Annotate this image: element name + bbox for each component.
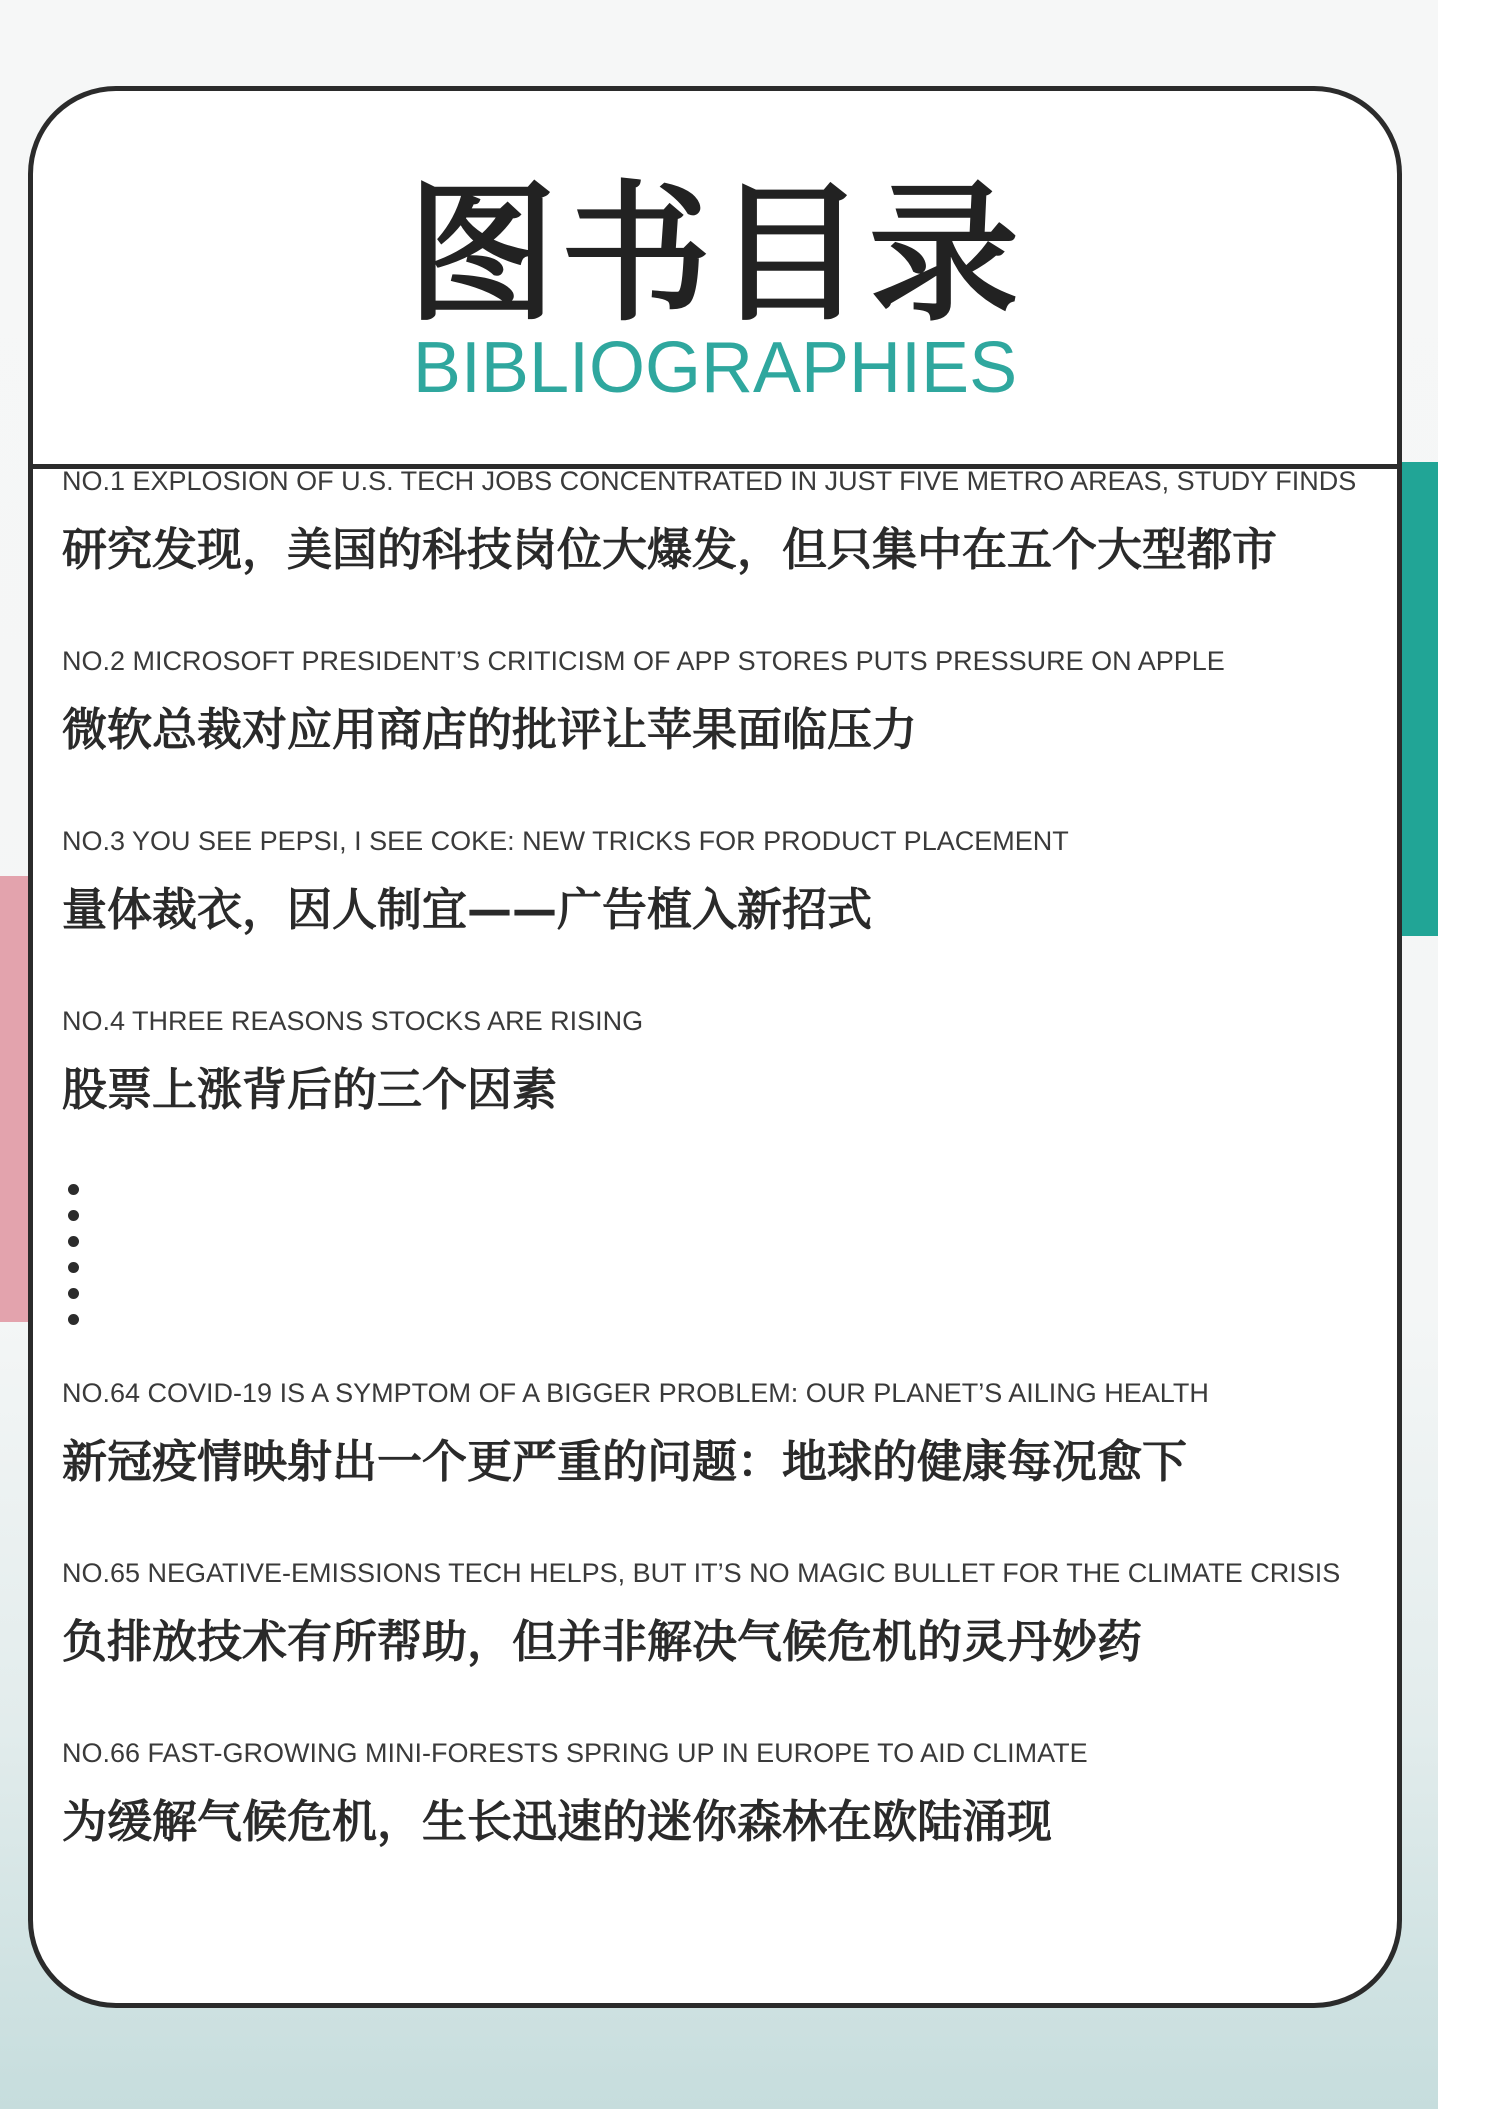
list-item <box>62 1556 1352 1736</box>
entry-english-title: NO.66 FAST-GROWING MINI-FORESTS SPRING UP IN EUROPE TO AID CLIMATE <box>62 1738 1088 1768</box>
entry-english-title: NO.3 YOU SEE PEPSI, I SEE COKE: NEW TRICKS FOR PRODUCT PLACEMENT <box>62 826 1069 856</box>
entry-chinese-title: 研究发现，美国的科技岗位大爆发，但只集中在五个大型都市 <box>62 523 1278 576</box>
ellipsis-dot <box>68 1288 79 1299</box>
entry-english-title: NO.64 COVID-19 IS A SYMPTOM OF A BIGGER PROBLEM: OUR PLANET’S AILING HEALTH <box>62 1378 1209 1408</box>
ellipsis-dot <box>68 1314 79 1325</box>
ellipsis-dot <box>68 1210 79 1221</box>
entry-english-title: NO.4 THREE REASONS STOCKS ARE RISING <box>62 1006 644 1036</box>
vertical-ellipsis <box>62 1184 1352 1376</box>
entry-chinese-title: 负排放技术有所帮助，但并非解决气候危机的灵丹妙药 <box>62 1615 1143 1668</box>
entry-list <box>62 464 1357 1916</box>
page-subtitle: BIBLIOGRAPHIES <box>412 328 1018 408</box>
list-item <box>62 824 1352 1004</box>
page-title: 图书目录 <box>406 166 1023 342</box>
list-item <box>62 1004 1352 1184</box>
entry-chinese-title: 微软总裁对应用商店的批评让苹果面临压力 <box>62 703 918 756</box>
entry-chinese-title: 股票上涨背后的三个因素 <box>62 1063 558 1116</box>
list-item <box>62 1376 1352 1556</box>
card-header <box>33 91 1397 469</box>
entry-english-title: NO.65 NEGATIVE-EMISSIONS TECH HELPS, BUT IT’S NO MAGIC BULLET FOR THE CLIMATE CRISIS <box>62 1558 1341 1588</box>
ellipsis-dot <box>68 1236 79 1247</box>
list-item <box>62 644 1352 824</box>
ellipsis-dot <box>68 1262 79 1273</box>
entry-chinese-title: 为缓解气候危机，生长迅速的迷你森林在欧陆涌现 <box>62 1795 1053 1848</box>
entry-chinese-title: 量体裁衣，因人制宜——广告植入新招式 <box>62 883 873 936</box>
list-item <box>62 1736 1352 1916</box>
entry-english-title: NO.1 EXPLOSION OF U.S. TECH JOBS CONCENTRATED IN JUST FIVE METRO AREAS, STUDY FINDS <box>62 466 1357 496</box>
entry-chinese-title: 新冠疫情映射出一个更严重的问题：地球的健康每况愈下 <box>62 1435 1188 1488</box>
ellipsis-dot <box>68 1184 79 1195</box>
list-item <box>62 464 1357 644</box>
entry-english-title: NO.2 MICROSOFT PRESIDENT’S CRITICISM OF APP STORES PUTS PRESSURE ON APPLE <box>62 646 1225 676</box>
